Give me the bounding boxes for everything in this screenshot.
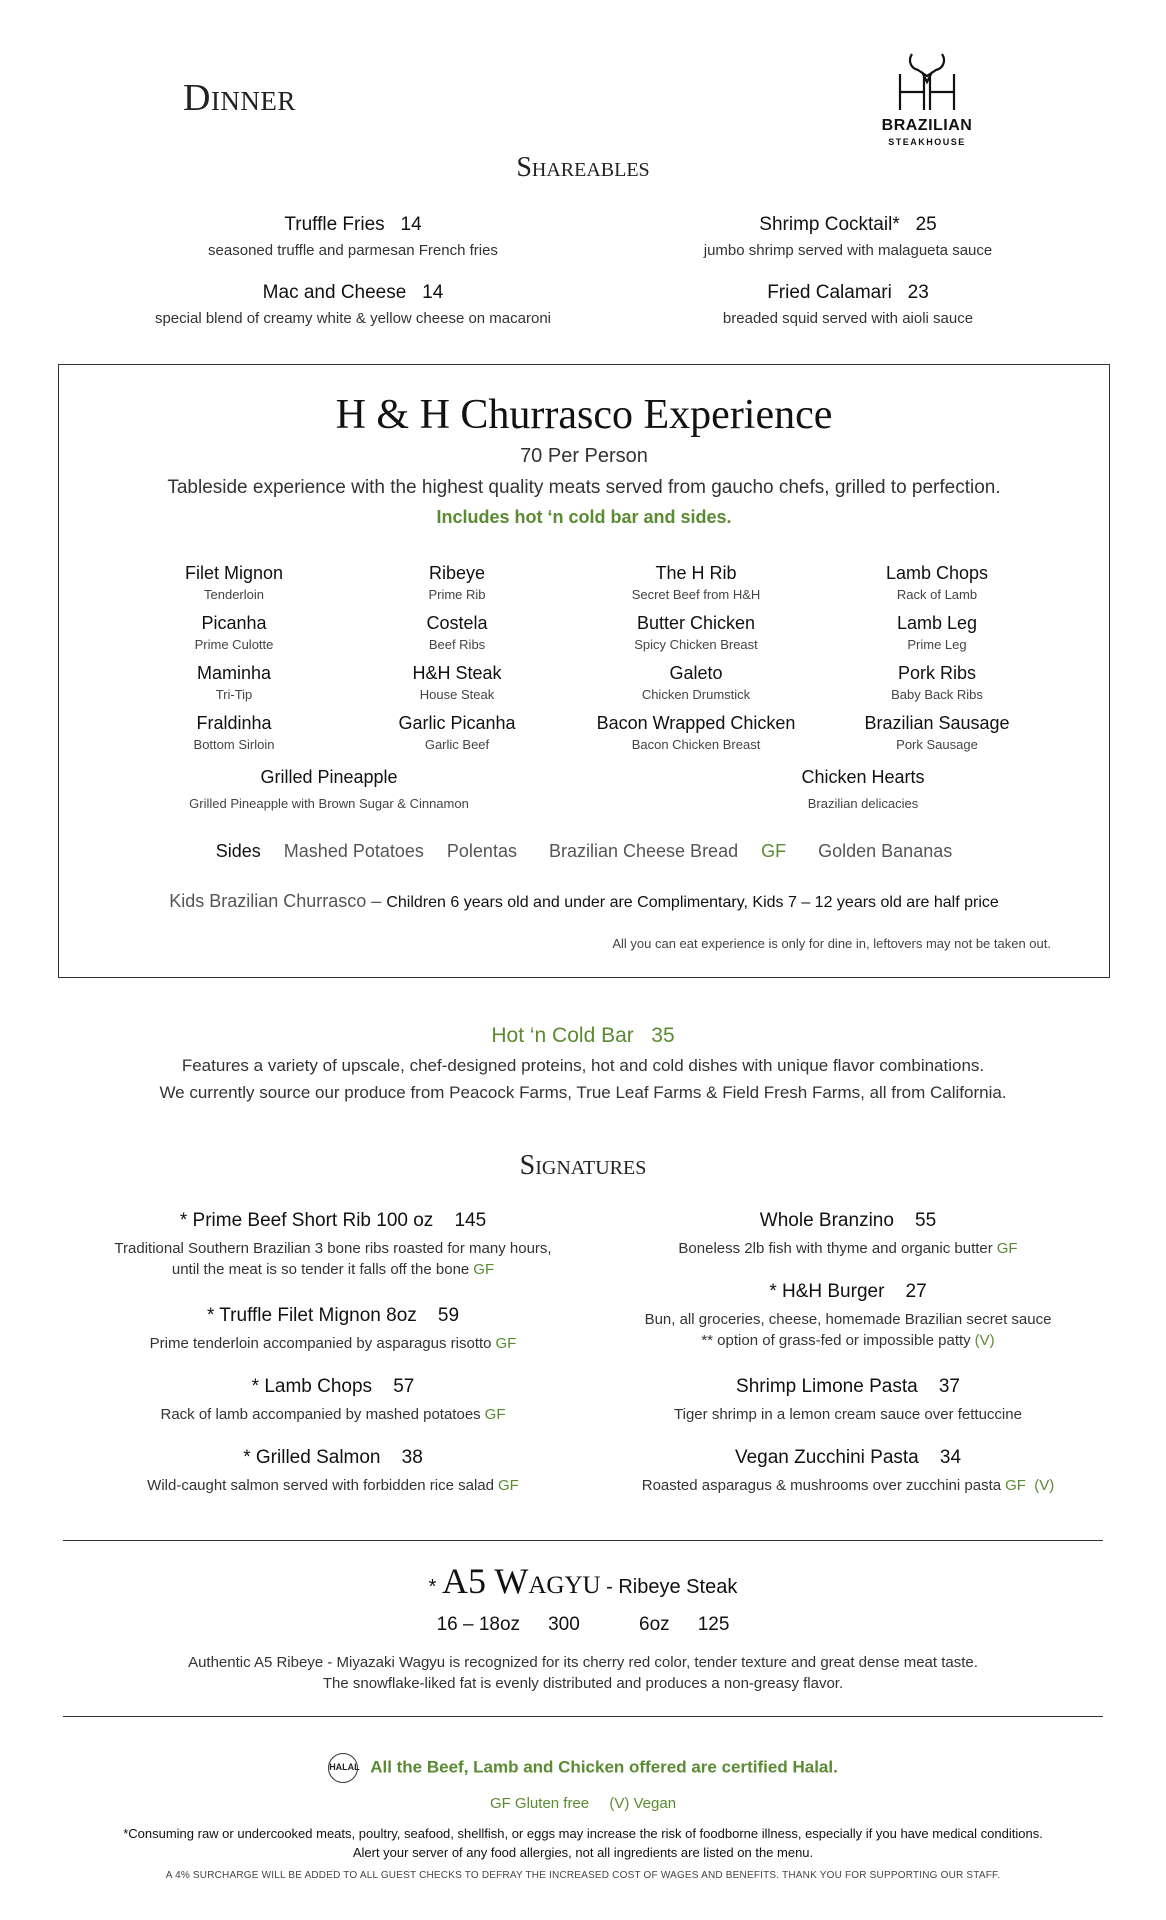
meat-item [822,663,1052,702]
menu-item [83,214,623,259]
item-name: * Grilled Salmon [243,1447,381,1468]
kids-label: Kids Brazilian Churrasco – [169,891,382,911]
meat-name: Brazilian Sausage [864,713,1010,733]
item-price: 59 [437,1305,460,1326]
meat-subtitle: Baby Back Ribs [891,687,983,702]
item-name: Truffle Fries [284,214,385,235]
wagyu-size: 16 – 18oz [436,1614,521,1635]
meat-name: Bacon Wrapped Chicken [596,713,796,733]
meat-subtitle: Chicken Drumstick [641,687,751,702]
sides-row [59,841,1109,862]
item-description: ** option of grass-fed or impossible patty [701,1332,971,1349]
item-description: Bun, all groceries, cheese, homemade Brazilian secret sauce [644,1311,1052,1328]
meat-name: Maminha [196,663,272,683]
wagyu-description: The snowflake-liked fat is evenly distributed and produces a non-greasy flavor. [322,1675,844,1692]
legend-vegan: (V) Vegan [609,1795,677,1812]
surcharge-notice: A 4% SURCHARGE WILL BE ADDED TO ALL GUEST CHECKS TO DEFRAY THE INCREASED COST OF WAGES AND BENEFITS. THANK YOU FOR SUPPORTING OUR STAFF. [165,1870,1001,1881]
item-price: 38 [401,1447,423,1468]
item-name: Fried Calamari [767,282,892,303]
meat-item [342,713,572,752]
item-name: * H&H Burger [769,1281,885,1302]
menu-item [578,282,1118,327]
item-price: 57 [393,1376,415,1397]
meat-subtitle: Tenderloin [204,587,264,602]
logo-line2: STEAKHOUSE [888,137,966,147]
wagyu-description: Authentic A5 Ribeye - Miyazaki Wagyu is recognized for its cherry red color, tender texture and great dense meat taste. [188,1654,978,1671]
meat-name: Grilled Pineapple [260,767,398,787]
meat-name: Picanha [201,613,267,633]
meat-subtitle: Grilled Pineapple with Brown Sugar & Cinnamon [189,796,469,811]
menu-item [578,1447,1118,1496]
meat-name: H&H Steak [412,663,502,683]
meat-item [822,613,1052,652]
menu-item [63,1305,603,1354]
meat-name: Pork Ribs [897,663,977,683]
meat-subtitle: Prime Culotte [194,637,274,652]
menu-item [63,1376,603,1425]
logo-line1: BRAZILIAN [881,117,973,134]
item-description: Roasted asparagus & mushrooms over zucchini pasta [641,1477,1002,1494]
menu-item [83,282,623,327]
bar-price: 35 [651,1024,675,1047]
meat-name: Chicken Hearts [801,767,925,787]
diet-legend [0,1795,1166,1812]
meat-item [581,663,811,702]
item-price: 37 [938,1376,960,1397]
item-description: jumbo shrimp served with malagueta sauce [703,242,993,259]
meat-name: Fraldinha [196,713,272,733]
side-item: Polentas [446,841,517,861]
item-price: 25 [915,214,937,235]
item-name: * Lamb Chops [251,1376,373,1397]
meat-item [822,713,1052,752]
menu-item [63,1210,603,1280]
item-price: 27 [905,1281,927,1302]
churrasco-experience-box [58,364,1110,978]
shareables-heading: Shareables [516,152,650,183]
meat-item [693,767,1033,811]
halal-statement [0,1753,1166,1783]
meat-name: Filet Mignon [184,563,284,583]
meat-item [342,563,572,602]
meat-subtitle: Tri-Tip [215,687,253,702]
item-name: Whole Branzino [759,1210,894,1231]
item-price: 23 [907,282,929,303]
meat-name: Garlic Picanha [398,713,516,733]
item-description: Tiger shrimp in a lemon cream sauce over fettuccine [674,1406,1022,1423]
item-description: special blend of creamy white & yellow cheese on macaroni [154,310,552,327]
item-name: Vegan Zucchini Pasta [734,1447,919,1468]
item-description: Wild-caught salmon served with forbidden rice salad [147,1477,494,1494]
item-price: 14 [422,282,444,303]
gluten-free-tag: GF [495,1335,517,1352]
wagyu-price: 125 [697,1614,730,1635]
item-description: Boneless 2lb fish with thyme and organic butter [678,1240,993,1257]
meat-name: Costela [426,613,488,633]
meat-item [119,713,349,752]
dine-in-note: All you can eat experience is only for dine in, leftovers may not be taken out. [612,936,1051,951]
sides-label: Sides [215,841,261,861]
menu-item [578,1281,1118,1351]
menu-item [578,1376,1118,1425]
meat-item [581,613,811,652]
kids-detail: Children 6 years old and under are Complimentary, Kids 7 – 12 years old are half price [386,894,999,911]
meat-name: Butter Chicken [636,613,756,633]
meat-subtitle: Garlic Beef [424,737,490,752]
meat-item [159,767,499,811]
item-name: * Truffle Filet Mignon 8oz [206,1305,417,1326]
meat-item [342,663,572,702]
meat-subtitle: Rack of Lamb [896,587,978,602]
restaurant-logo [872,52,982,162]
divider-line [63,1540,1103,1541]
churrasco-includes: Includes hot ‘n cold bar and sides. [436,507,732,527]
churrasco-title: H & H Churrasco Experience [335,392,833,438]
signatures-heading: Signatures [519,1150,647,1181]
wagyu-star: * [428,1576,437,1598]
item-description: Rack of lamb accompanied by mashed potatoes [160,1406,481,1423]
item-price: 14 [400,214,422,235]
item-price: 145 [454,1210,487,1231]
meat-subtitle: Prime Leg [907,637,967,652]
menu-item [63,1447,603,1496]
meat-subtitle: Bacon Chicken Breast [631,737,761,752]
meat-item [119,613,349,652]
meat-item [822,563,1052,602]
meat-name: Lamb Leg [896,613,978,633]
item-price: 34 [939,1447,962,1468]
bar-sourcing: We currently source our produce from Peacock Farms, True Leaf Farms & Field Fresh Farms, all from California. [159,1083,1007,1102]
kids-pricing [59,891,1109,912]
item-name: Shrimp Cocktail* [759,214,900,235]
item-price: 55 [915,1210,937,1231]
gluten-free-tag: GF [996,1240,1018,1257]
wagyu-prices [0,1614,1166,1636]
meat-item [119,563,349,602]
bar-name: Hot ‘n Cold Bar [491,1024,634,1047]
wagyu-price: 300 [548,1614,580,1635]
meat-item [342,613,572,652]
item-description: until the meat is so tender it falls off the bone [171,1261,470,1278]
wagyu-subtitle: - Ribeye Steak [606,1576,738,1598]
wagyu-size: 6oz [639,1614,670,1635]
gluten-free-tag: GF [761,841,787,861]
diet-tags: GF (V) [1005,1477,1055,1494]
item-description: seasoned truffle and parmesan French fries [208,242,498,259]
halal-text: All the Beef, Lamb and Chicken offered are certified Halal. [370,1757,838,1777]
item-description: Prime tenderloin accompanied by asparagus risotto [149,1335,492,1352]
side-item: Golden Bananas [818,841,953,861]
divider-line [63,1716,1103,1717]
menu-item [578,1210,1118,1259]
item-name: Mac and Cheese [262,282,407,303]
side-item: Brazilian Cheese Bread [548,841,739,861]
wagyu-name: A5 Wagyu [442,1561,601,1601]
gluten-free-tag: GF [473,1261,495,1278]
side-item-cheese-bread [540,841,795,861]
food-safety-warning: *Consuming raw or undercooked meats, poultry, seafood, shellfish, or eggs may increase the risk of foodborne illness, especially if you have medical conditions. [123,1826,1043,1841]
item-name: Shrimp Limone Pasta [736,1376,918,1397]
meat-item [581,563,811,602]
meat-name: Lamb Chops [885,563,989,583]
churrasco-tagline: Tableside experience with the highest quality meats served from gaucho chefs, grilled to perfection. [167,477,1001,498]
menu-item [578,214,1118,259]
item-name: * Prime Beef Short Rib 100 oz [179,1210,434,1231]
legend-gf: GF Gluten free [489,1795,590,1812]
bull-horns-icon [872,52,982,112]
halal-icon: HALAL [328,1753,358,1783]
meat-subtitle: House Steak [419,687,495,702]
side-item: Mashed Potatoes [283,841,424,861]
item-description: breaded squid served with aioli sauce [722,310,974,327]
wagyu-title [0,1560,1166,1602]
allergy-warning: Alert your server of any food allergies, not all ingredients are listed on the menu. [352,1845,814,1860]
gluten-free-tag: GF [498,1477,519,1494]
meat-item [119,663,349,702]
vegan-tag: (V) [974,1332,995,1349]
hot-cold-bar-title [0,1024,1166,1048]
meat-subtitle: Brazilian delicacies [807,796,919,811]
menu-title: Dinner [183,77,296,119]
meat-subtitle: Beef Ribs [428,637,486,652]
meat-item [581,713,811,752]
meat-subtitle: Bottom Sirloin [193,737,275,752]
bar-description: Features a variety of upscale, chef-designed proteins, hot and cold dishes with unique flavor combinations. [181,1056,985,1075]
gluten-free-tag: GF [484,1406,506,1423]
meat-subtitle: Spicy Chicken Breast [634,637,758,652]
meat-subtitle: Pork Sausage [896,737,978,752]
meat-subtitle: Secret Beef from H&H [631,587,761,602]
item-description: Traditional Southern Brazilian 3 bone ribs roasted for many hours, [114,1240,552,1257]
churrasco-price: 70 Per Person [520,445,648,467]
meat-name: Ribeye [428,563,486,583]
meat-name: The H Rib [655,563,737,583]
meat-subtitle: Prime Rib [428,587,486,602]
meat-name: Galeto [669,663,723,683]
